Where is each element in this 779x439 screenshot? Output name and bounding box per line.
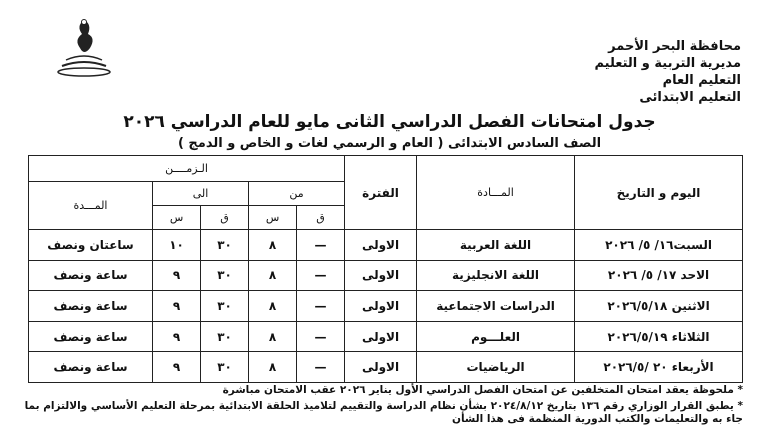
cell-to-minute: ٣٠ (201, 260, 249, 291)
cell-to-minute: ٣٠ (201, 352, 249, 383)
cell-from-hour: ٨ (249, 260, 297, 291)
letterhead (594, 38, 741, 106)
header-directorate: مديرية التربية و التعليم (594, 56, 741, 71)
cell-day-date: السبت١٦/ ٥/ ٢٠٢٦ (575, 230, 743, 261)
header-primary-education: التعليم الابتدائى (639, 90, 741, 105)
cell-to-hour: ٩ (153, 352, 201, 383)
cell-duration: ساعة ونصف (29, 291, 153, 322)
cell-day-date: الاثنين ٢٠٢٦/٥/١٨ (575, 291, 743, 322)
header-from: من (249, 182, 345, 206)
cell-period: الاولى (345, 230, 417, 261)
cell-from-hour: ٨ (249, 321, 297, 352)
cell-day-date: الأربعاء ٢٠ /٢٠٢٦/٥ (575, 352, 743, 383)
governorate-logo (44, 14, 124, 78)
document-subtitle: الصف السادس الابتدائى ( العام و الرسمي لغات و الخاص و الدمج ) (177, 136, 602, 151)
cell-from-minute: — (297, 260, 345, 291)
cell-day-date: الاحد ١٧/ ٥/ ٢٠٢٦ (575, 260, 743, 291)
cell-period: الاولى (345, 352, 417, 383)
header-to: الى (153, 182, 249, 206)
cell-period: الاولى (345, 260, 417, 291)
cell-duration: ساعة ونصف (29, 260, 153, 291)
note-makeup-exam: * ملحوظة يعقد امتحان المتخلفين عن امتحان الفصل الدراسي الأول يناير ٢٠٢٦ عقب الامتحان مباشرة (222, 384, 743, 396)
header-time: الـزمــــن (29, 156, 345, 182)
cell-duration: ساعة ونصف (29, 352, 153, 383)
cell-from-minute: — (297, 230, 345, 261)
header-to-minute: ق (201, 206, 249, 230)
table-row (29, 352, 743, 383)
header-from-hour: س (249, 206, 297, 230)
cell-from-minute: — (297, 321, 345, 352)
document-title: جدول امتحانات الفصل الدراسي الثانى مايو للعام الدراسي ٢٠٢٦ (123, 112, 656, 132)
cell-subject: الدراسات الاجتماعية (417, 291, 575, 322)
cell-subject: الرياضيات (417, 352, 575, 383)
header-general-education: التعليم العام (662, 73, 741, 88)
header-governorate: محافظة البحر الأحمر (608, 39, 741, 54)
cell-to-hour: ٩ (153, 291, 201, 322)
header-from-minute: ق (297, 206, 345, 230)
cell-to-hour: ١٠ (153, 230, 201, 261)
cell-subject: اللغة الانجليزية (417, 260, 575, 291)
notes-section (23, 384, 743, 429)
table-row (29, 291, 743, 322)
cell-from-minute: — (297, 291, 345, 322)
table-row (29, 321, 743, 352)
cell-to-minute: ٣٠ (201, 321, 249, 352)
cell-to-hour: ٩ (153, 260, 201, 291)
cell-from-hour: ٨ (249, 352, 297, 383)
cell-to-hour: ٩ (153, 321, 201, 352)
cell-subject: العلـــوم (417, 321, 575, 352)
table-row (29, 230, 743, 261)
cell-duration: ساعة ونصف (29, 321, 153, 352)
header-day-date: اليوم و التاريخ (575, 156, 743, 230)
note-ministerial-decree: * يطبق القرار الوزاري رقم ١٣٦ بتاريخ ٢٠٢٤/٨/١٢ بشأن نظام الدراسة والتقييم لتلاميذ الحلقة الابتدائية بمرحلة التعليم الأساسي والالتزام بما جاء به والتعليمات والكتب الدورية المنظمة فى هذا الشأن (24, 400, 743, 425)
cell-day-date: الثلاثاء ٢٠٢٦/٥/١٩ (575, 321, 743, 352)
header-subject: المـــادة (417, 156, 575, 230)
cell-from-minute: — (297, 352, 345, 383)
cell-to-minute: ٣٠ (201, 230, 249, 261)
table-row (29, 260, 743, 291)
cell-subject: اللغة العربية (417, 230, 575, 261)
cell-to-minute: ٣٠ (201, 291, 249, 322)
cell-from-hour: ٨ (249, 291, 297, 322)
header-to-hour: س (153, 206, 201, 230)
cell-period: الاولى (345, 291, 417, 322)
cell-duration: ساعتان ونصف (29, 230, 153, 261)
exam-schedule-table (28, 155, 743, 383)
cell-period: الاولى (345, 321, 417, 352)
header-period: الفترة (345, 156, 417, 230)
header-duration: المـــدة (29, 182, 153, 230)
cell-from-hour: ٨ (249, 230, 297, 261)
